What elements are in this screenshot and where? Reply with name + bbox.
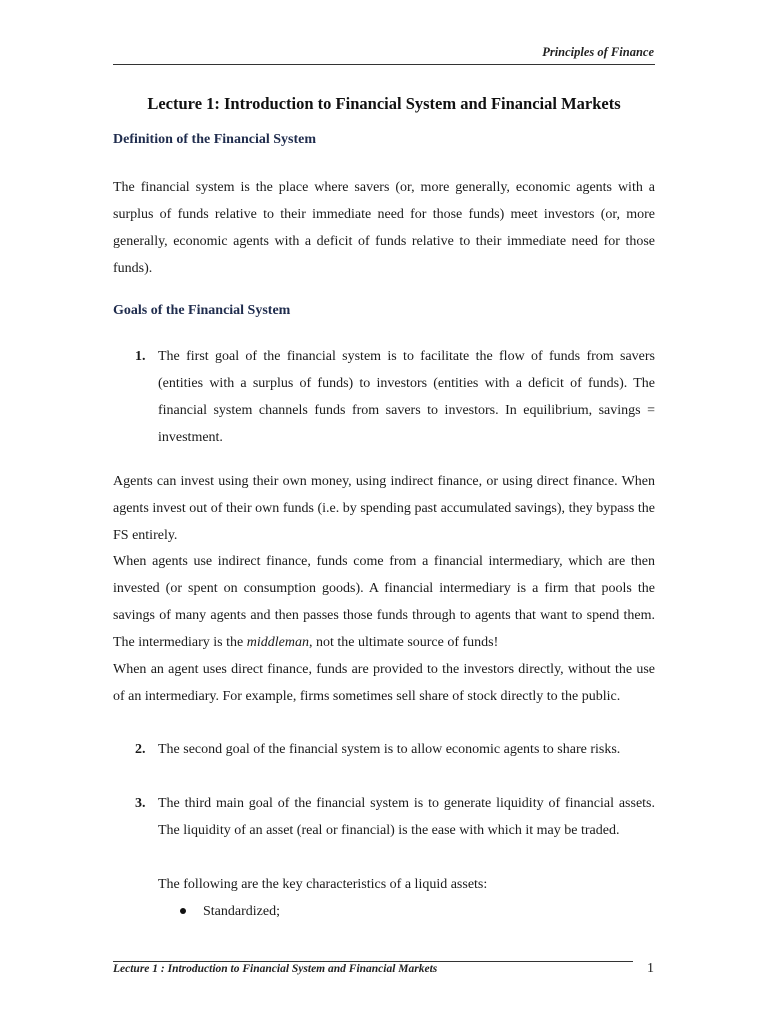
lecture-title: Lecture 1: Introduction to Financial System and Financial Markets <box>147 94 621 113</box>
goal-1-text: The first goal of the financial system is to facilitate the flow of funds from savers (entities with a surplus of funds) to investors (entities with a deficit of funds). The financial system channels funds from savers to investors. In equilibrium, savings = investment. <box>158 349 655 445</box>
definition-heading: Definition of the Financial System <box>113 132 316 147</box>
middleman-emphasis: middleman <box>246 635 309 650</box>
goal-3-text: The third main goal of the financial system is to generate liquidity of financial assets. The liquidity of an asset (real or financial) is the ease with which it may be traded. <box>158 796 655 838</box>
bullet-text: Standardized; <box>203 904 280 919</box>
goal-3-number: 3. <box>135 796 146 811</box>
invest-paragraph: Agents can invest using their own money, using indirect finance, or using direct finance. When agents invest out of their own funds (i.e. by spending past accumulated savings), they bypass the FS entirely. <box>113 474 655 543</box>
goals-heading: Goals of the Financial System <box>113 303 291 318</box>
running-header: Principles of Finance <box>542 45 654 59</box>
header-rule <box>113 64 655 65</box>
indirect-finance-paragraph <box>113 548 655 656</box>
goal-2-number: 2. <box>135 742 146 757</box>
liquid-assets-intro: The following are the key characteristics of a liquid assets: <box>158 877 488 892</box>
direct-finance-paragraph: When an agent uses direct finance, funds are provided to the investors directly, without the use of an intermediary. For example, firms sometimes sell share of stock directly to the public. <box>113 662 655 704</box>
goal-3-item <box>113 790 655 844</box>
goal-2-item <box>113 736 655 763</box>
bullet-item <box>180 898 650 925</box>
bullet-dot-icon <box>180 908 186 914</box>
indirect-text-before: When agents use indirect finance, funds come from a financial intermediary, which are then invested (or spent on consumption goods). A financial intermediary is a firm that pools the savings of many agents and then passes those funds through to agents that want to spend them. The intermediary is the <box>113 554 655 650</box>
goal-1-number: 1. <box>135 349 146 364</box>
goal-1-item <box>113 343 655 451</box>
footer-title: Lecture 1 : Introduction to Financial System and Financial Markets <box>113 963 438 975</box>
goal-2-text: The second goal of the financial system is to allow economic agents to share risks. <box>158 742 621 757</box>
definition-paragraph: The financial system is the place where savers (or, more generally, economic agents with a surplus of funds relative to their immediate need for those funds) meet investors (or, more generally, economic agents with a deficit of funds relative to their immediate need for those funds). <box>113 180 655 276</box>
indirect-text-after: , not the ultimate source of funds! <box>308 635 499 650</box>
footer-rule <box>113 961 633 962</box>
page-number: 1 <box>647 961 654 976</box>
